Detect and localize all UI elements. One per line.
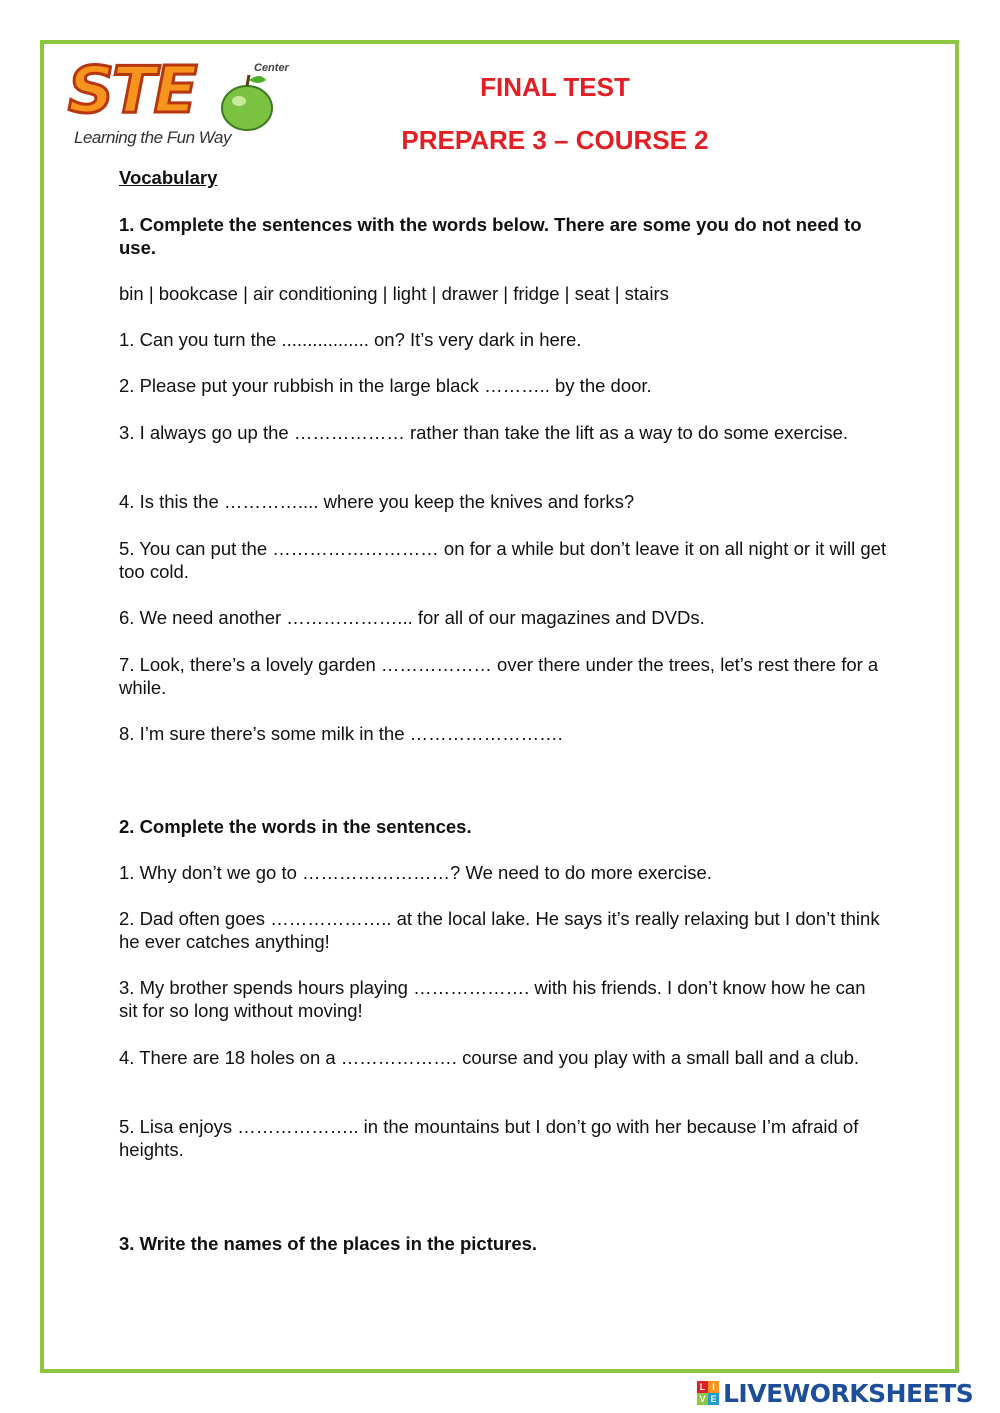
exercise1-item: 8. I’m sure there’s some milk in the …………………….: [119, 723, 563, 744]
exercise1-item: 6. We need another ………………... for all of our magazines and DVDs.: [119, 607, 705, 628]
logo-center: Center: [254, 62, 289, 74]
exercise2-instruction: 2. Complete the words in the sentences.: [119, 816, 472, 837]
exercise1-item: 1. Can you turn the ................. on? It’s very dark in here.: [119, 329, 582, 350]
logo-brand: STE: [68, 54, 196, 128]
exercise2-item: 5. Lisa enjoys ……………….. in the mountains but I don’t go with her because I’m afraid of heights.: [119, 1116, 859, 1160]
apple-icon: [218, 70, 276, 132]
exercise1-instruction: 1. Complete the sentences with the words below. There are some you do not need to use.: [119, 214, 862, 258]
exercise1-item: 4. Is this the ………….... where you keep the knives and forks?: [119, 491, 635, 512]
exercise1-item: 3. I always go up the ……………… rather than take the lift as a way to do some exercise.: [119, 422, 849, 443]
exercise2-item: 3. My brother spends hours playing ………………. with his friends. I don’t know how he can sit for so long without moving!: [119, 977, 866, 1021]
exercise2-item: 1. Why don’t we go to ……………………? We need to do more exercise.: [119, 862, 712, 883]
title-final-test: FINAL TEST: [480, 72, 630, 102]
exercise2-item: 4. There are 18 holes on a ………………. course and you play with a small ball and a club.: [119, 1047, 860, 1068]
exercise1-item: 5. You can put the ……………………… on for a while but don’t leave it on all night or it will get too cold.: [119, 538, 887, 582]
exercise2-item: 2. Dad often goes ……………….. at the local lake. He says it’s really relaxing but I don’t think he ever catches anything!: [119, 908, 880, 952]
liveworksheets-icon: L I V E: [697, 1381, 719, 1405]
section-heading: Vocabulary: [119, 167, 218, 188]
exercise3-instruction: 3. Write the names of the places in the pictures.: [119, 1233, 538, 1254]
ste-logo: [68, 54, 308, 158]
exercise1-item: 7. Look, there’s a lovely garden ……………… over there under the trees, let’s rest there for a while.: [119, 654, 879, 698]
liveworksheets-brand: LIVEWORKSHEETS: [723, 1378, 974, 1408]
liveworksheets-logo[interactable]: [697, 1378, 973, 1408]
logo-tagline: Learning the Fun Way: [74, 128, 231, 147]
exercise1-item: 2. Please put your rubbish in the large black ……….. by the door.: [119, 375, 652, 396]
title-course: PREPARE 3 – COURSE 2: [401, 125, 709, 155]
word-bank: bin | bookcase | air conditioning | light | drawer | fridge | seat | stairs: [119, 283, 669, 304]
